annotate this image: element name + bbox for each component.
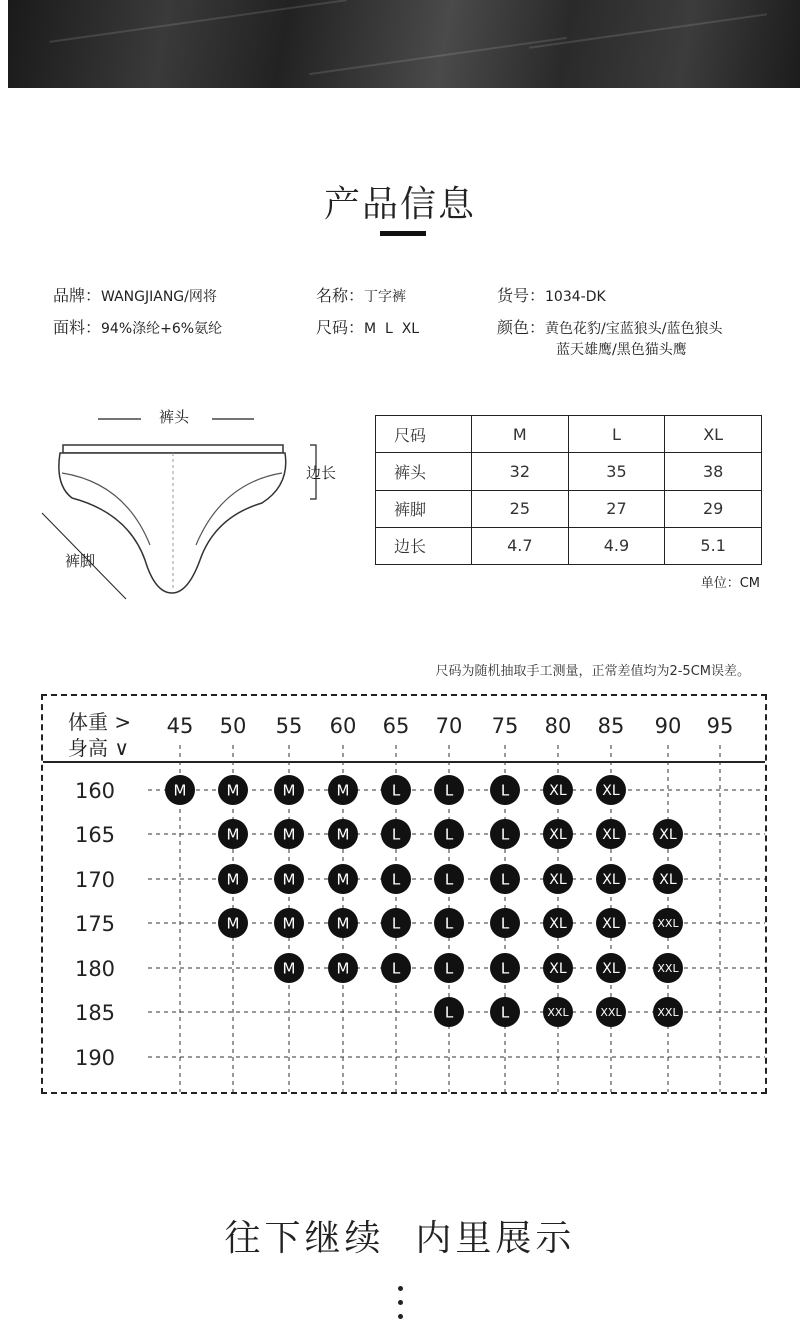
size-dot-label: XL bbox=[549, 916, 567, 933]
table-row: 边长 4.7 4.9 5.1 bbox=[376, 527, 762, 564]
size-dot-label: L bbox=[500, 959, 510, 978]
size-dot-label: L bbox=[444, 914, 454, 933]
weight-tick-label: 70 bbox=[435, 714, 463, 738]
weight-tick-label: 65 bbox=[382, 714, 410, 738]
size-dot-label: M bbox=[173, 781, 187, 800]
size-dot-label: XL bbox=[602, 827, 620, 844]
size-dot-label: XXL bbox=[657, 961, 679, 975]
size-dot-label: XL bbox=[659, 872, 677, 889]
size-dot-label: M bbox=[282, 781, 296, 800]
size-dot-label: L bbox=[391, 825, 401, 844]
size-dot-label: M bbox=[336, 959, 350, 978]
name-info: 名称：丁字裤 bbox=[316, 286, 407, 305]
weight-tick-label: 75 bbox=[491, 714, 519, 738]
table-header-row: 尺码 M L XL bbox=[376, 416, 762, 453]
size-dot-label: M bbox=[336, 870, 350, 889]
scroll-dots-icon bbox=[397, 1286, 405, 1328]
height-tick-label: 190 bbox=[74, 1046, 116, 1070]
size-dot-label: L bbox=[444, 959, 454, 978]
size-dot-label: M bbox=[282, 870, 296, 889]
weight-tick-label: 50 bbox=[219, 714, 247, 738]
size-dot-label: M bbox=[282, 959, 296, 978]
waist-label: 裤头 bbox=[159, 408, 190, 426]
size-dot-label: L bbox=[444, 825, 454, 844]
side-label: 边长 bbox=[306, 464, 337, 482]
brand-info: 品牌：WANGJIANG/网将 bbox=[53, 286, 217, 305]
weight-tick-label: 80 bbox=[544, 714, 572, 738]
size-dot-label: M bbox=[282, 914, 296, 933]
height-tick-label: 175 bbox=[74, 912, 116, 936]
weight-tick-label: 85 bbox=[597, 714, 625, 738]
size-dot-label: XL bbox=[549, 827, 567, 844]
height-axis-title: 身高 ∨ bbox=[68, 736, 129, 760]
size-dot-label: XL bbox=[602, 961, 620, 978]
size-dot-label: XL bbox=[549, 783, 567, 800]
fabric-info: 面料：94%涤纶+6%氨纶 bbox=[53, 318, 223, 337]
size-dot-label: XXL bbox=[657, 916, 679, 930]
weight-tick-label: 45 bbox=[166, 714, 194, 738]
size-dot-label: L bbox=[444, 870, 454, 889]
size-dot-label: XL bbox=[602, 916, 620, 933]
weight-tick-label: 90 bbox=[654, 714, 682, 738]
weight-tick-label: 60 bbox=[329, 714, 357, 738]
size-dot-label: L bbox=[500, 870, 510, 889]
size-dot-label: L bbox=[391, 781, 401, 800]
unit-label: 单位：CM bbox=[700, 576, 760, 591]
height-tick-label: 160 bbox=[74, 779, 116, 803]
size-dot-label: L bbox=[500, 825, 510, 844]
size-dot-label: XXL bbox=[547, 1005, 569, 1019]
size-dot-label: L bbox=[391, 914, 401, 933]
size-dot-label: XL bbox=[549, 961, 567, 978]
size-dot-label: L bbox=[500, 781, 510, 800]
size-dot-label: XL bbox=[602, 783, 620, 800]
measurement-note: 尺码为随机抽取手工测量，正常差值均为2-5CM误差。 bbox=[435, 664, 750, 679]
size-dot-label: L bbox=[500, 914, 510, 933]
height-tick-label: 170 bbox=[74, 868, 116, 892]
size-info: 尺码：M L XL bbox=[316, 318, 420, 337]
size-dot-label: M bbox=[226, 825, 240, 844]
size-dot-label: M bbox=[282, 825, 296, 844]
weight-axis-title: 体重 > bbox=[68, 710, 132, 734]
size-dot-label: L bbox=[500, 1003, 510, 1022]
color-info: 颜色：黄色花豹/宝蓝狼头/蓝色狼头 bbox=[497, 318, 723, 337]
continue-title: 往下继续 内里展示 bbox=[224, 1218, 576, 1259]
size-dot-label: XXL bbox=[657, 1005, 679, 1019]
size-dot-label: M bbox=[336, 781, 350, 800]
size-dot-label: M bbox=[336, 825, 350, 844]
table-row: 裤脚 25 27 29 bbox=[376, 490, 762, 527]
size-dot-label: M bbox=[226, 870, 240, 889]
size-dot-label: M bbox=[336, 914, 350, 933]
section-title: 产品信息 bbox=[323, 184, 476, 225]
height-tick-label: 180 bbox=[74, 957, 116, 981]
size-dot-label: M bbox=[226, 914, 240, 933]
weight-tick-label: 55 bbox=[275, 714, 303, 738]
size-dot-label: L bbox=[444, 1003, 454, 1022]
size-dot-label: L bbox=[391, 870, 401, 889]
height-tick-label: 165 bbox=[74, 823, 116, 847]
color-info-line2: 蓝天雄鹰/黑色猫头鹰 bbox=[556, 342, 687, 358]
size-dot-label: L bbox=[391, 959, 401, 978]
size-dot-label: XL bbox=[659, 827, 677, 844]
table-row: 裤头 32 35 38 bbox=[376, 453, 762, 490]
weight-tick-label: 95 bbox=[706, 714, 734, 738]
size-dot-label: XXL bbox=[600, 1005, 622, 1019]
height-tick-label: 185 bbox=[74, 1001, 116, 1025]
size-dot-label: XL bbox=[602, 872, 620, 889]
leg-label: 裤脚 bbox=[65, 552, 96, 570]
size-dot-label: XL bbox=[549, 872, 567, 889]
size-dot-label: L bbox=[444, 781, 454, 800]
size-dot-label: M bbox=[226, 781, 240, 800]
sku-info: 货号：1034-DK bbox=[497, 286, 606, 305]
